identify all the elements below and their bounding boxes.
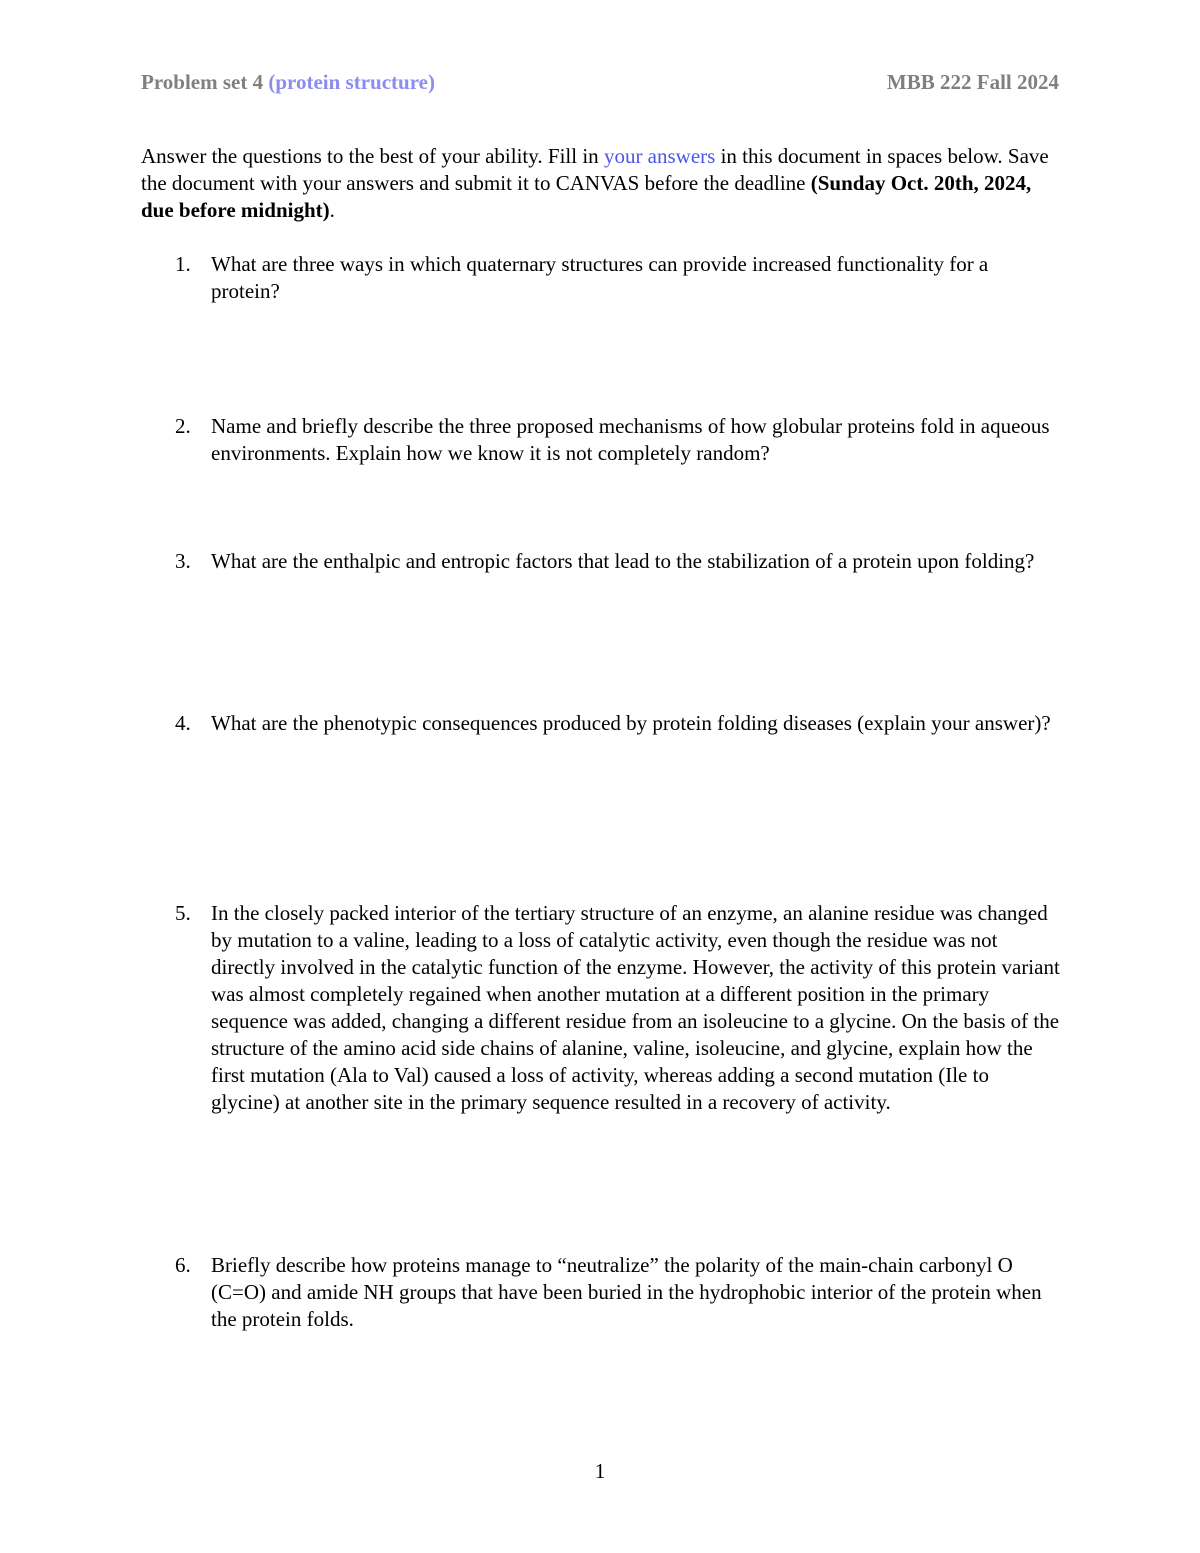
question-text: Name and briefly describe the three proposed mechanisms of how globular proteins fold in aqueous environments. Explain how we know it is not completely random? <box>211 414 1050 465</box>
header-title-prefix: Problem set 4 <box>141 70 269 94</box>
instructions-text-1: Answer the questions to the best of your ability. Fill in <box>141 144 604 168</box>
question-1 <box>141 251 1061 305</box>
question-number: 6. <box>175 1253 191 1277</box>
question-text: What are the enthalpic and entropic factors that lead to the stabilization of a protein upon folding? <box>211 549 1035 573</box>
instructions-end: . <box>329 198 335 222</box>
page-header <box>141 70 1059 100</box>
question-4 <box>141 710 1061 737</box>
instructions-text-2: in this document in spaces below. Save the document with your answers and submit it to CANVAS before the deadline <box>141 144 1049 195</box>
question-2 <box>141 413 1061 467</box>
instructions-paragraph <box>141 143 1061 224</box>
header-topic: (protein structure) <box>268 70 435 94</box>
question-number: 1. <box>175 252 191 276</box>
header-course: MBB 222 Fall 2024 <box>886 70 1059 94</box>
question-number: 2. <box>175 414 191 438</box>
question-text: What are the phenotypic consequences produced by protein folding diseases (explain your answer)? <box>211 711 1051 735</box>
question-text: In the closely packed interior of the tertiary structure of an enzyme, an alanine residue was changed by mutation to a valine, leading to a loss of catalytic activity, even though the residue was not directly involved in the catalytic function of the enzyme. However, the activity of this protein variant was almost completely regained when another mutation at a different position in the primary sequence was added, changing a different residue from an isoleucine to a glycine. On the basis of the structure of the amino acid side chains of alanine, valine, isoleucine, and glycine, explain how the first mutation (Ala to Val) caused a loss of activity, whereas adding a second mutation (Ile to glycine) at another site in the primary sequence resulted in a recovery of activity. <box>211 901 1060 1114</box>
question-5 <box>141 900 1061 1116</box>
question-number: 3. <box>175 549 191 573</box>
header-title <box>141 70 435 95</box>
your-answers-highlight: your answers <box>603 144 716 168</box>
deadline-text: (Sunday Oct. 20th, 2024, due before midnight) <box>141 171 1032 222</box>
question-number: 4. <box>175 711 191 735</box>
question-6 <box>141 1252 1061 1333</box>
page-number: 1 <box>594 1459 606 1483</box>
question-number: 5. <box>175 901 191 925</box>
question-3 <box>141 548 1061 575</box>
question-text: What are three ways in which quaternary structures can provide increased functionality for a protein? <box>211 252 989 303</box>
question-text: Briefly describe how proteins manage to “neutralize” the polarity of the main-chain carbonyl O (C=O) and amide NH groups that have been buried in the hydrophobic interior of the protein when the protein folds. <box>211 1253 1042 1331</box>
